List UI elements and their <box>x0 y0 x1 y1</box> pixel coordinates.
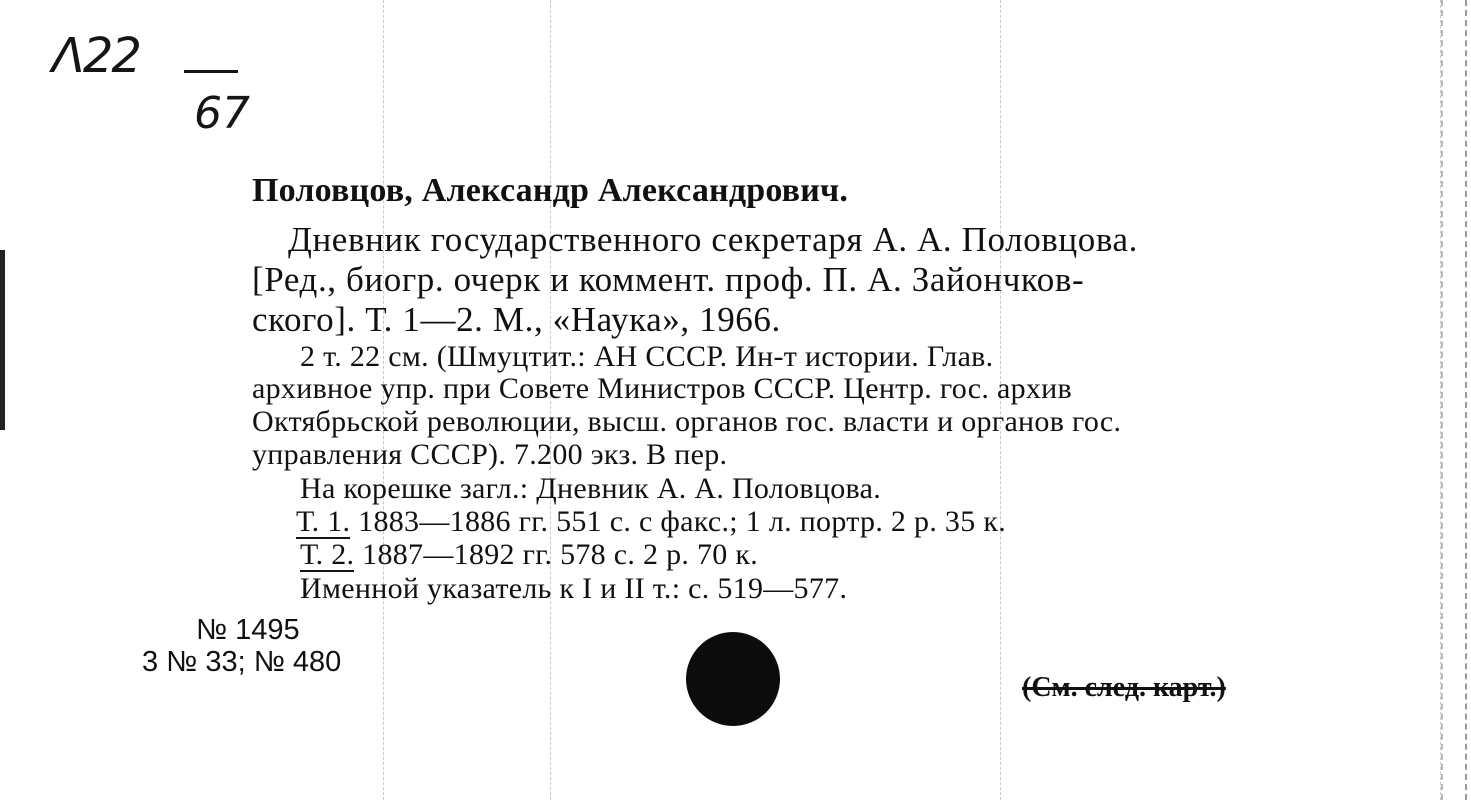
description-line-3: Октябрьской революции, высш. органов гос. власти и органов гос. <box>252 405 1122 438</box>
reference-numbers: 3 № 33; № 480 <box>142 646 342 678</box>
volume-2-label: Т. 2. <box>300 538 355 571</box>
description-line-1: 2 т. 22 см. (Шмуцтит.: АН СССР. Ин-т истории. Глав. <box>300 340 994 373</box>
spine-title-note: На корешке загл.: Дневник А. А. Половцова. <box>300 472 882 505</box>
card-left-edge <box>0 250 5 430</box>
volume-2-entry <box>300 538 758 572</box>
shelf-mark-top: Λ22 <box>52 28 140 84</box>
author-heading: Половцов, Александр Александрович. <box>252 172 849 209</box>
description-line-4: управления СССР). 7.200 экз. В пер. <box>252 438 728 471</box>
index-note: Именной указатель к I и II т.: с. 519—577. <box>300 572 848 605</box>
title-line-1: Дневник государственного секретаря А. А. Половцова. <box>288 220 1139 259</box>
next-card-note: (См. след. карт.) <box>1022 672 1226 703</box>
catalog-number: № 1495 <box>196 614 300 646</box>
volume-2-details: 1887—1892 гг. 578 с. 2 р. 70 к. <box>362 538 759 571</box>
shelf-mark-fraction-bar <box>184 70 238 73</box>
description-line-2: архивное упр. при Совете Министров СССР. Центр. гос. архив <box>252 372 1073 405</box>
volume-1-label: Т. 1. <box>296 505 351 538</box>
shelf-mark-bottom: 67 <box>194 88 250 139</box>
card-right-edge <box>1441 0 1467 800</box>
title-line-3: ского]. Т. 1—2. М., «Наука», 1966. <box>252 300 781 339</box>
volume-1-details: 1883—1886 гг. 551 с. с факс.; 1 л. портр. 2 р. 35 к. <box>358 505 1007 538</box>
punch-hole <box>686 632 780 726</box>
title-line-2: [Ред., биогр. очерк и коммент. проф. П. А. Зайончков- <box>252 260 1085 299</box>
volume-1-entry <box>296 505 1006 539</box>
